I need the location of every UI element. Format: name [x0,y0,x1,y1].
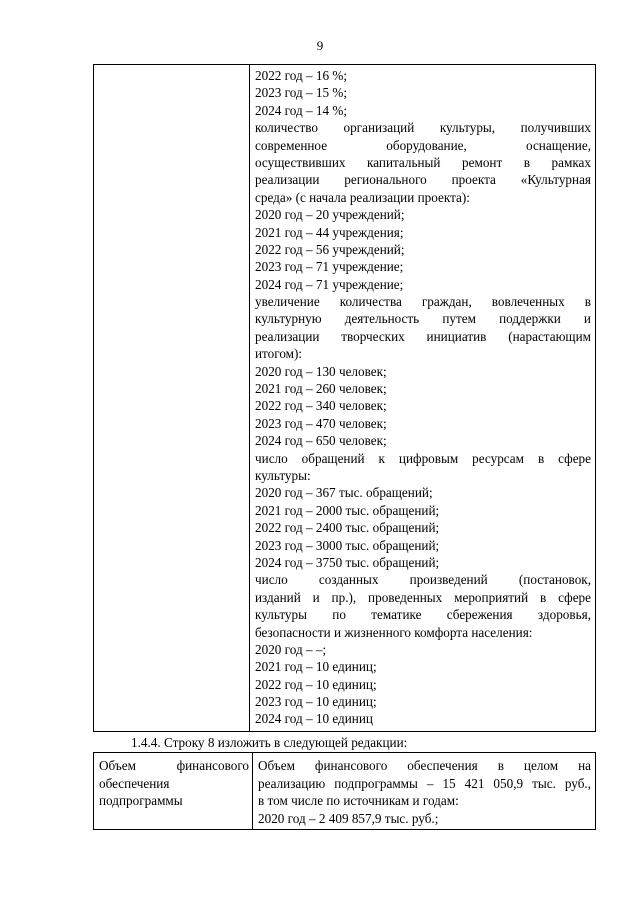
text-line: 2020 год – 130 человек; [255,363,387,379]
financing-label-lines [99,757,249,810]
table-cell-empty [94,65,250,732]
text-line: Объем финансового [99,758,249,773]
text-line: 2024 год – 71 учреждение; [255,276,404,292]
text-line: число обращений к цифровым ресурсам в сфере [255,450,591,466]
table-row [94,65,596,732]
text-line: 2020 год – 2 409 857,9 тыс. руб.; [258,810,439,826]
text-line: 2021 год – 2000 тыс. обращений; [255,502,440,518]
page-number: 9 [316,38,324,53]
text-line: среда» (с начала реализации проекта): [255,189,470,205]
text-line: 2021 год – 260 человек; [255,381,387,397]
text-line: современное оборудование, оснащение, [255,137,591,153]
text-line: культурную деятельность путем поддержки и [255,311,591,327]
text-line: в том числе по источникам и годам: [258,793,459,808]
text-line: 2022 год – 340 человек; [255,398,387,414]
text-line: 2023 год – 10 единиц; [255,694,377,710]
text-line: 2023 год – 71 учреждение; [255,259,404,275]
table-row [94,753,596,830]
text-line: 2020 год – –; [255,641,327,657]
text-line: Объем финансового обеспечения в целом на [258,758,591,773]
text-line: реализации творческих инициатив (нарастающим [255,328,591,344]
text-line: 2022 год – 56 учреждений; [255,241,405,257]
text-line: безопасности и жизненного комфорта населения: [255,624,533,640]
text-line: 2020 год – 20 учреждений; [255,207,405,223]
text-line: 2023 год – 3000 тыс. обращений; [255,537,440,553]
text-line: 2021 год – 10 единиц; [255,659,377,675]
text-line: количество организаций культуры, получивших [255,120,591,136]
text-line: реализацию подпрограммы – 15 421 050,9 тыс. руб., [258,775,591,791]
financing-value-lines [258,757,591,827]
text-line: увеличение количества граждан, вовлеченных в [255,294,591,310]
text-line: итогом): [255,346,303,362]
indicators-table [93,64,596,732]
text-line: 2022 год – 16 %; [255,68,347,83]
text-line: 2023 год – 15 %; [255,85,347,101]
text-line: 2021 год – 44 учреждения; [255,224,404,240]
text-line: 2024 год – 3750 тыс. обращений; [255,554,440,570]
text-line: 2024 год – 14 %; [255,102,347,118]
text-line: число созданных произведений (постановок, [255,572,591,588]
indicators-lines [255,67,591,728]
text-line: 2020 год – 367 тыс. обращений; [255,485,433,501]
text-line: 2024 год – 10 единиц [255,711,373,727]
text-line: изданий и пр.), проведенных мероприятий в сфере [255,589,591,605]
text-line: осуществивших капитальный ремонт в рамках [255,154,591,170]
financing-table [93,752,596,830]
text-line: 2022 год – 2400 тыс. обращений; [255,520,440,536]
section-heading: 1.4.4. Строку 8 изложить в следующей редакции: [131,735,408,750]
text-line: культуры: [255,467,311,483]
text-line: 2023 год – 470 человек; [255,415,387,431]
indicators-cell [250,65,596,732]
text-line: культуры по тематике сбережения здоровья, [255,607,591,623]
text-line: обеспечения [99,775,170,791]
financing-label-cell [94,753,253,830]
text-line: подпрограммы [99,793,183,808]
text-line: реализации регионального проекта «Культурная [255,172,591,188]
text-line: 2022 год – 10 единиц; [255,676,377,692]
text-line: 2024 год – 650 человек; [255,433,387,449]
financing-value-cell [253,753,596,830]
